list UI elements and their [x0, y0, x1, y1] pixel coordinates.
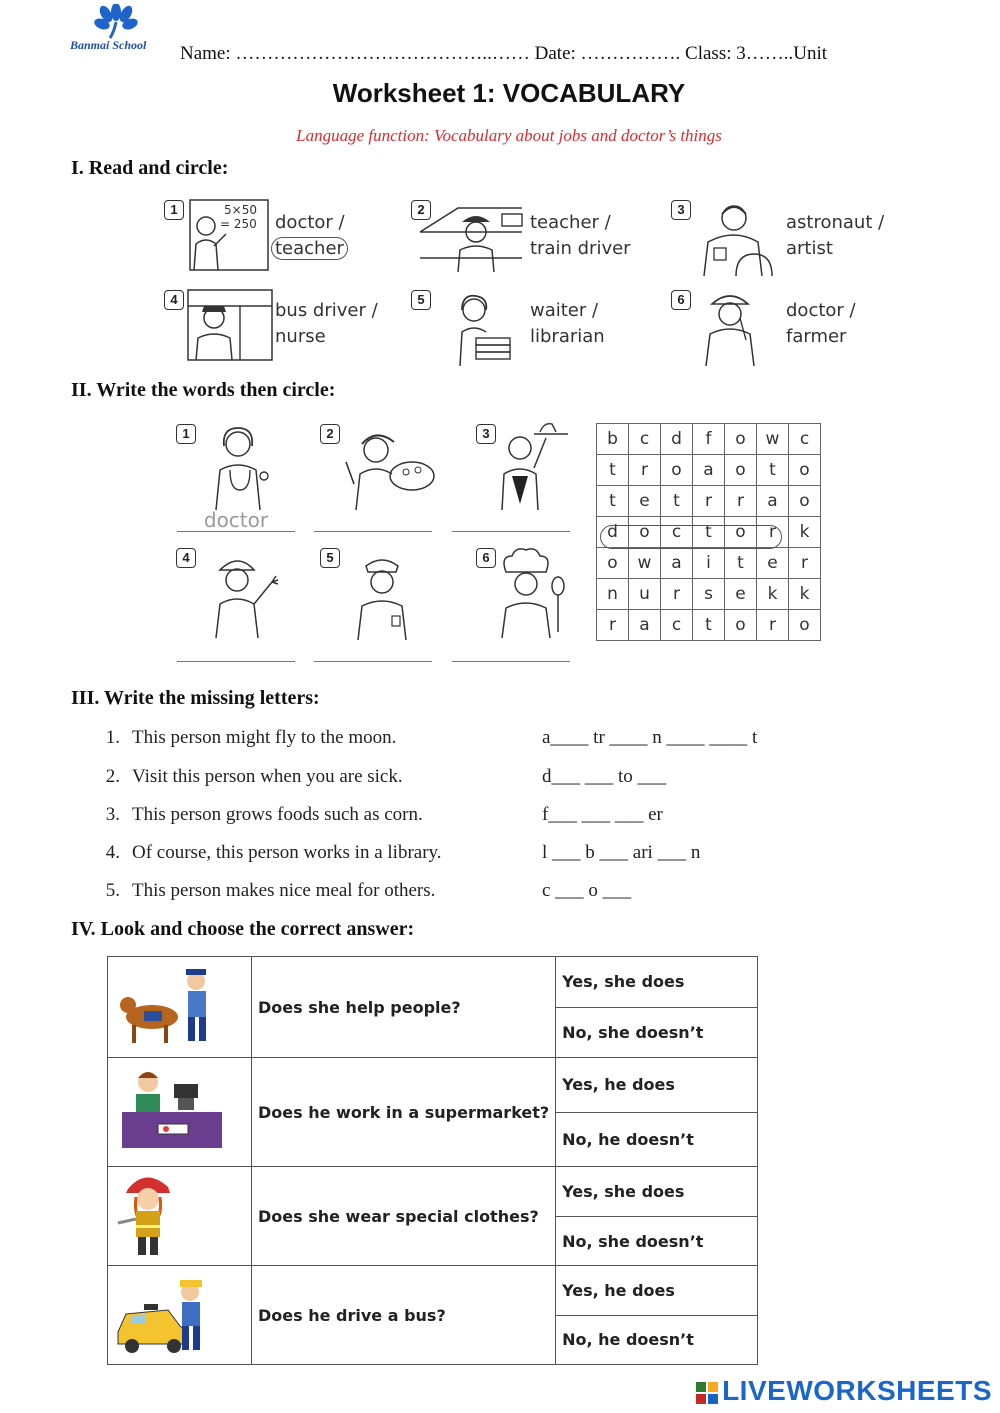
grid-cell[interactable]: c: [661, 610, 693, 641]
question-1-text: This person might fly to the moon.: [132, 727, 397, 748]
item-2-number: 2: [411, 200, 431, 220]
grid-cell[interactable]: f: [693, 424, 725, 455]
taxi-driver-picture: [108, 1266, 251, 1360]
grid-cell[interactable]: k: [789, 579, 821, 610]
answer-option-no[interactable]: No, she doesn’t: [556, 1007, 758, 1058]
section-3-title: III. Write the missing letters:: [71, 687, 320, 709]
grid-cell[interactable]: o: [629, 517, 661, 548]
question-cell: Does she wear special clothes?: [252, 1167, 556, 1266]
firefighter-image-cell: [108, 1167, 252, 1266]
school-name: Banmai School: [70, 38, 147, 52]
item-5-choices: [530, 298, 605, 350]
grid-cell[interactable]: k: [789, 517, 821, 548]
item-1-number: 1: [164, 200, 184, 220]
word-item-6-number: 6: [476, 548, 496, 568]
question-4-text: Of course, this person works in a library.: [132, 842, 442, 863]
grid-cell[interactable]: t: [693, 517, 725, 548]
cashier-picture: [108, 1058, 251, 1162]
doctor-picture: [208, 424, 272, 512]
train-driver-picture: [418, 198, 524, 274]
grid-cell[interactable]: d: [597, 517, 629, 548]
choice-option[interactable]: artist: [786, 238, 833, 259]
choice-option[interactable]: doctor /: [275, 212, 345, 233]
word-item-1-line[interactable]: [177, 531, 295, 532]
item-5-number: 5: [411, 290, 431, 310]
grid-cell[interactable]: s: [693, 579, 725, 610]
choice-option[interactable]: nurse: [275, 326, 326, 347]
grid-row: [597, 579, 821, 610]
grid-cell[interactable]: c: [789, 424, 821, 455]
svg-text:5×50: 5×50: [224, 203, 257, 217]
grid-cell[interactable]: t: [757, 455, 789, 486]
page-subtitle: Language function: Vocabulary about jobs and doctor’s things: [296, 126, 722, 145]
question-2-number: 2.: [105, 766, 120, 787]
grid-cell[interactable]: r: [629, 455, 661, 486]
item-6-number: 6: [671, 290, 691, 310]
grid-cell[interactable]: o: [725, 455, 757, 486]
grid-cell[interactable]: t: [693, 610, 725, 641]
word-item-1-number: 1: [176, 424, 196, 444]
answer-option-no[interactable]: No, he doesn’t: [556, 1112, 758, 1167]
bus-driver-picture: [184, 288, 274, 364]
answer-option-yes[interactable]: Yes, she does: [556, 1167, 758, 1217]
brand-text: LIVEWORKSHEETS: [722, 1375, 992, 1406]
choice-option[interactable]: teacher /: [530, 212, 611, 233]
cashier-image-cell: [108, 1058, 252, 1167]
grid-cell[interactable]: r: [725, 486, 757, 517]
question-2-text: Visit this person when you are sick.: [132, 766, 403, 787]
grid-cell[interactable]: t: [725, 548, 757, 579]
answer-option-yes[interactable]: Yes, he does: [556, 1266, 758, 1316]
grid-row: [597, 486, 821, 517]
name-date-class-line: Name: …………………………………..…… Date: ……………. Class: 3……..Unit: [180, 43, 828, 64]
grid-cell[interactable]: r: [693, 486, 725, 517]
grid-cell[interactable]: r: [757, 517, 789, 548]
answer-option-yes[interactable]: Yes, she does: [556, 957, 758, 1008]
choice-option[interactable]: bus driver /: [275, 300, 378, 321]
page-title: Worksheet 1: VOCABULARY: [332, 78, 686, 108]
police-officer-dog-picture: [108, 957, 251, 1053]
grid-cell[interactable]: o: [597, 548, 629, 579]
grid-cell[interactable]: r: [597, 610, 629, 641]
word-item-5-number: 5: [320, 548, 340, 568]
grid-cell[interactable]: e: [725, 579, 757, 610]
grid-cell[interactable]: r: [789, 548, 821, 579]
grid-cell[interactable]: r: [661, 579, 693, 610]
grid-cell[interactable]: e: [757, 548, 789, 579]
liveworksheets-icon: [696, 1382, 718, 1404]
word-item-2-number: 2: [320, 424, 340, 444]
grid-cell[interactable]: i: [693, 548, 725, 579]
nurse-picture: [350, 552, 414, 642]
item-4-number: 4: [164, 290, 184, 310]
item-4-choices: [275, 298, 378, 350]
grid-row: [597, 424, 821, 455]
grid-row: [597, 610, 821, 641]
question-1-number: 1.: [105, 727, 120, 748]
farmer-waving-picture: [206, 552, 288, 640]
librarian-picture: [446, 288, 526, 368]
teacher-picture: [186, 198, 272, 274]
taxi-driver-image-cell: [108, 1266, 252, 1365]
grid-cell[interactable]: b: [597, 424, 629, 455]
grid-cell[interactable]: t: [661, 486, 693, 517]
item-2-choices: [530, 210, 631, 262]
answer-option-no[interactable]: No, he doesn’t: [556, 1315, 758, 1365]
farmer-picture: [700, 288, 760, 368]
grid-cell[interactable]: t: [597, 455, 629, 486]
item-3-choices: [786, 210, 884, 262]
word-item-5-line[interactable]: [314, 661, 432, 662]
grid-cell[interactable]: o: [725, 517, 757, 548]
question-4-blanks[interactable]: l ___ b ___ ari ___ n: [542, 842, 701, 863]
section-1-title: I. Read and circle:: [71, 157, 229, 179]
word-item-3-number: 3: [476, 424, 496, 444]
question-2-blanks[interactable]: d___ ___ to ___: [542, 766, 667, 787]
word-item-1-answer[interactable]: doctor: [203, 508, 269, 532]
grid-row: [597, 455, 821, 486]
grid-cell[interactable]: u: [629, 579, 661, 610]
word-item-3-line[interactable]: [452, 531, 570, 532]
question-cell: Does he work in a supermarket?: [252, 1058, 556, 1167]
grid-cell[interactable]: t: [597, 486, 629, 517]
grid-cell[interactable]: o: [789, 610, 821, 641]
grid-row: [597, 548, 821, 579]
grid-cell[interactable]: e: [629, 486, 661, 517]
question-3-blanks[interactable]: f___ ___ ___ er: [542, 804, 663, 825]
item-6-choices: [786, 298, 856, 350]
firefighter-picture: [108, 1167, 251, 1261]
grid-cell[interactable]: k: [757, 579, 789, 610]
grid-circled-word: [600, 525, 782, 549]
table-row: [108, 957, 758, 1008]
question-cell: Does she help people?: [252, 957, 556, 1058]
question-3-number: 3.: [105, 804, 120, 825]
police-dog-image-cell: [108, 957, 252, 1058]
answer-option-no[interactable]: No, she doesn’t: [556, 1217, 758, 1266]
artist-picture: [340, 424, 436, 512]
choice-option[interactable]: waiter /: [530, 300, 599, 321]
grid-cell[interactable]: r: [757, 610, 789, 641]
waiter-picture: [494, 420, 574, 512]
item-3-number: 3: [671, 200, 691, 220]
choice-option[interactable]: farmer: [786, 326, 847, 347]
table-row: [108, 1266, 758, 1316]
answer-option-yes[interactable]: Yes, he does: [556, 1058, 758, 1113]
grid-cell[interactable]: o: [725, 610, 757, 641]
question-3-text: This person grows foods such as corn.: [132, 804, 423, 825]
choice-option[interactable]: train driver: [530, 238, 631, 259]
svg-text:= 250: = 250: [220, 217, 257, 231]
grid-cell[interactable]: a: [757, 486, 789, 517]
table-row: [108, 1167, 758, 1217]
grid-cell[interactable]: a: [629, 610, 661, 641]
question-5-text: This person makes nice meal for others.: [132, 880, 436, 901]
grid-cell[interactable]: n: [597, 579, 629, 610]
grid-cell[interactable]: o: [789, 455, 821, 486]
choice-option-circled[interactable]: teacher: [271, 237, 348, 260]
word-item-6-line[interactable]: [452, 661, 570, 662]
grid-cell[interactable]: o: [661, 455, 693, 486]
word-item-2-line[interactable]: [314, 531, 432, 532]
choose-answer-table: [107, 956, 758, 1365]
cook-picture: [494, 546, 572, 640]
grid-cell[interactable]: c: [629, 424, 661, 455]
astronaut-picture: [696, 198, 776, 278]
question-5-blanks[interactable]: c ___ o ___: [542, 880, 632, 901]
grid-cell[interactable]: c: [661, 517, 693, 548]
question-1-blanks[interactable]: a____ tr ____ n ____ ____ t: [542, 727, 758, 748]
grid-cell[interactable]: o: [789, 486, 821, 517]
question-cell: Does he drive a bus?: [252, 1266, 556, 1365]
grid-cell[interactable]: w: [757, 424, 789, 455]
word-item-4-number: 4: [176, 548, 196, 568]
grid-cell[interactable]: a: [693, 455, 725, 486]
table-row: [108, 1058, 758, 1113]
section-2-title: II. Write the words then circle:: [71, 379, 336, 401]
grid-cell[interactable]: d: [661, 424, 693, 455]
word-item-4-line[interactable]: [177, 661, 295, 662]
choice-option[interactable]: doctor /: [786, 300, 856, 321]
question-5-number: 5.: [105, 880, 120, 901]
grid-cell[interactable]: a: [661, 548, 693, 579]
question-4-number: 4.: [105, 842, 120, 863]
liveworksheets-logo: [696, 1375, 992, 1407]
grid-cell[interactable]: w: [629, 548, 661, 579]
item-1-choices: [275, 210, 348, 262]
choice-option[interactable]: astronaut /: [786, 212, 885, 233]
grid-cell[interactable]: o: [725, 424, 757, 455]
section-4-title: IV. Look and choose the correct answer:: [71, 918, 415, 940]
choice-option[interactable]: librarian: [530, 326, 605, 347]
